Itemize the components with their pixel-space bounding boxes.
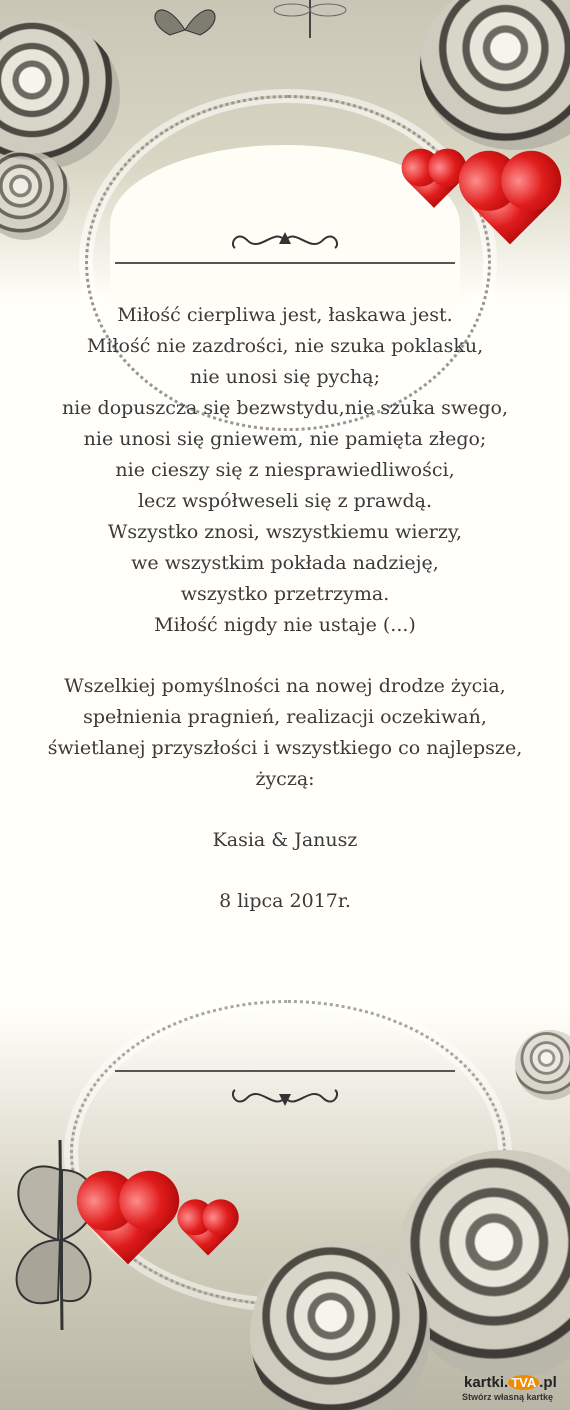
wishes-line: spełnienia pragnień, realizacji oczekiwań, xyxy=(83,706,487,728)
verse-line: wszystko przetrzyma. xyxy=(180,583,390,605)
kartki-logo[interactable] xyxy=(462,1372,566,1406)
verse-line: nie dopuszcza się bezwstydu,nie szuka swego, xyxy=(61,397,509,419)
date: 8 lipca 2017r. xyxy=(219,890,351,912)
logo-tagline: Stwórz własną kartkę xyxy=(462,1392,554,1402)
verse-line: Wszystko znosi, wszystkiemu wierzy, xyxy=(107,521,463,543)
verse-line: nie cieszy się z niesprawiedliwości, xyxy=(115,459,455,481)
verse-line: lecz współweseli się z prawdą. xyxy=(137,490,432,512)
verse-line: nie unosi się gniewem, nie pamięta złego; xyxy=(83,428,487,450)
verse-line: Miłość nie zazdrości, nie szuka poklasku, xyxy=(86,335,484,357)
verse-line: nie unosi się pychą; xyxy=(190,366,380,388)
ornament-flourish-top xyxy=(225,226,345,256)
logo-name: kartki. TVA .pl xyxy=(464,1374,557,1391)
dragonfly-illustration xyxy=(270,0,350,40)
signature: Kasia & Janusz xyxy=(212,829,358,851)
verse-line: Miłość cierpliwa jest, łaskawa jest. xyxy=(117,304,453,326)
wishes-line: życzą: xyxy=(255,768,315,790)
divider-bottom xyxy=(115,1070,455,1072)
wishes-line: Wszelkiej pomyślności na nowej drodze życia, xyxy=(64,675,506,697)
wishes-line: świetlanej przyszłości i wszystkiego co najlepsze, xyxy=(47,737,523,759)
ornament-flourish-bottom xyxy=(225,1082,345,1112)
verse-line: we wszystkim pokłada nadzieję, xyxy=(131,552,439,574)
greeting-text xyxy=(0,300,570,917)
divider-top xyxy=(115,262,455,264)
butterfly-top-illustration xyxy=(140,0,230,50)
verse-line: Miłość nigdy nie ustaje (...) xyxy=(154,614,416,636)
butterfly-bottom-illustration xyxy=(0,1130,110,1360)
